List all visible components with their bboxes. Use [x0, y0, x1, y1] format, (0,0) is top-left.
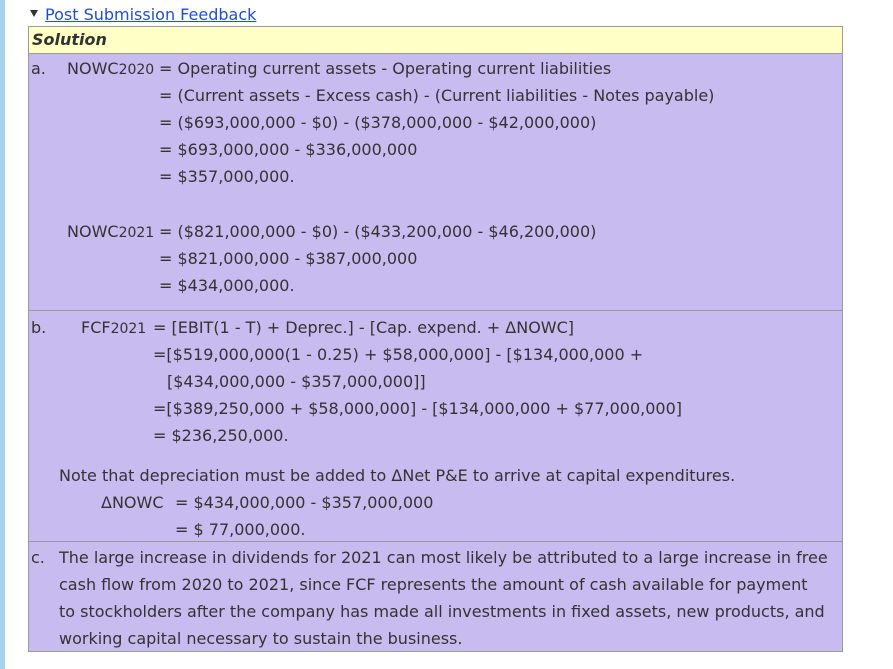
nowc2020-year: 2020 — [118, 62, 155, 78]
part-c-line: cash flow from 2020 to 2021, since FCF represents the amount of cash available for payment — [59, 575, 808, 594]
nowc2020-line: = (Current assets - Excess cash) - (Current liabilities - Notes payable) — [159, 86, 715, 105]
solution-title: Solution — [29, 27, 842, 54]
fcf-line: = [EBIT(1 - T) + Deprec.] - [Cap. expend. + ΔNOWC] — [153, 318, 575, 337]
depreciation-note: Note that depreciation must be added to ΔNet P&E to arrive at capital expenditures. — [59, 466, 736, 485]
left-accent-stripe — [0, 0, 5, 669]
part-a-label: a. — [31, 59, 46, 78]
nowc2020-line: = ($693,000,000 - $0) - ($378,000,000 - $42,000,000) — [159, 113, 597, 132]
fcf2021-prefix: FCF — [81, 318, 111, 337]
fcf-line: =[$389,250,000 + $58,000,000] - [$134,000,000 + $77,000,000] — [153, 399, 682, 418]
part-c-line: working capital necessary to sustain the business. — [59, 629, 463, 648]
part-b-label: b. — [31, 318, 47, 337]
nowc2020-line: = Operating current assets - Operating current liabilities — [159, 59, 612, 78]
nowc2021-label — [67, 222, 154, 243]
nowc2021-line: = $821,000,000 - $387,000,000 — [159, 249, 418, 268]
nowc2021-year: 2021 — [118, 225, 155, 241]
feedback-header[interactable] — [30, 5, 256, 25]
part-c-label: c. — [31, 548, 45, 567]
nowc2021-line: = ($821,000,000 - $0) - ($433,200,000 - $46,200,000) — [159, 222, 597, 241]
solution-panel — [28, 26, 843, 652]
nowc2021-prefix: NOWC — [67, 222, 119, 241]
fcf-line: [$434,000,000 - $357,000,000]] — [167, 372, 426, 391]
fcf-line: =[$519,000,000(1 - 0.25) + $58,000,000] - [$134,000,000 + — [153, 345, 644, 364]
nowc2020-prefix: NOWC — [67, 59, 119, 78]
delta-nowc-line: = $ 77,000,000. — [175, 520, 306, 539]
nowc2020-label — [67, 59, 154, 80]
part-c-line: The large increase in dividends for 2021 can most likely be attributed to a large increase in free — [59, 548, 828, 567]
section-divider — [29, 541, 842, 542]
section-divider — [29, 310, 842, 311]
delta-nowc-line: = $434,000,000 - $357,000,000 — [175, 493, 434, 512]
disclosure-triangle-icon[interactable] — [30, 10, 38, 17]
nowc2020-line: = $693,000,000 - $336,000,000 — [159, 140, 418, 159]
fcf-line: = $236,250,000. — [153, 426, 289, 445]
delta-nowc-label: ΔNOWC — [101, 493, 164, 512]
nowc2020-line: = $357,000,000. — [159, 167, 295, 186]
fcf2021-year: 2021 — [110, 321, 147, 337]
post-submission-feedback-link[interactable]: Post Submission Feedback — [45, 5, 257, 24]
nowc2021-line: = $434,000,000. — [159, 276, 295, 295]
part-c-line: to stockholders after the company has made all investments in fixed assets, new products, and — [59, 602, 825, 621]
fcf2021-label — [81, 318, 146, 339]
